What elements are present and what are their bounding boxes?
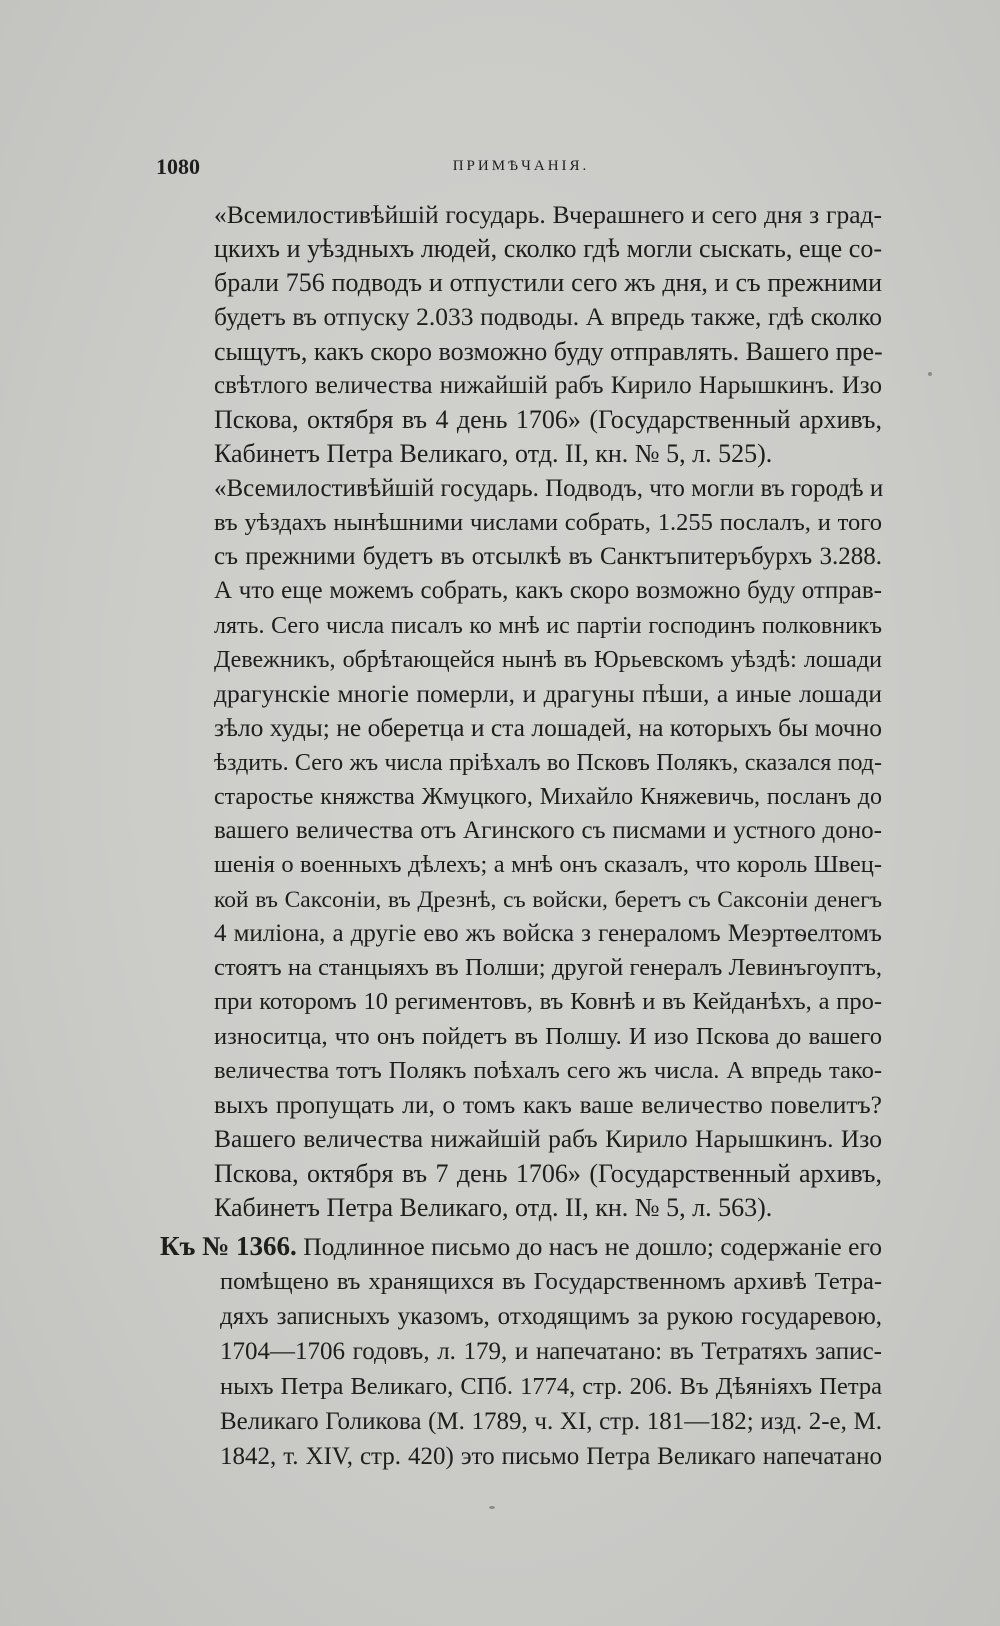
page-number: 1080: [156, 154, 200, 179]
text-line: Вашего величества нижайшiй рабъ Кирило Нарышкинъ. Изо: [214, 1124, 882, 1153]
text-line: съ прежними будетъ въ отсылкѣ въ Санктъпитеръбурхъ 3.288.: [214, 543, 882, 570]
text-line: ѣздить. Сего жъ числа прiѣхалъ во Псковъ Полякъ, сказался под-: [214, 750, 882, 776]
paper-speck: [489, 1506, 495, 1509]
text-line: 1704—1706 годовъ, л. 179, и напечатано: въ Тетратяхъ запис-: [220, 1338, 882, 1365]
text-line: цкихъ и уѣздныхъ людей, сколко гдѣ могли сыскать, еще со-: [214, 234, 882, 263]
text-line: Девежникъ, обрѣтающейся нынѣ въ Юрьевскомъ уѣздѣ: лошади: [214, 647, 882, 673]
text-line: «Всемилостивѣйшiй государь. Подводъ, что могли въ городѣ и: [214, 475, 884, 502]
running-title: ПРИМѢЧАНІЯ.: [452, 158, 590, 174]
text-line: выхъ пропущать ли, о томъ какъ ваше величество повелитъ?: [214, 1090, 882, 1119]
text-line: вашего величества отъ Агинского съ писмами и устного доно-: [214, 817, 882, 844]
text-line: сыщутъ, какъ скоро возможно буду отправлять. Вашего пре-: [214, 337, 883, 366]
text-line: Пскова, октября въ 7 день 1706» (Государственный архивъ,: [214, 1159, 882, 1188]
text-line: брали 756 подводъ и отпустили сего жъ дня, и съ прежними: [214, 268, 882, 297]
text-line: драгунскiе многiе померли, и драгуны пѣши, а иные лошади: [214, 679, 882, 708]
text-line: будетъ въ отпуску 2.033 подводы. А впредь также, гдѣ сколко: [214, 302, 882, 331]
note-lead: Къ № 1366.: [160, 1231, 297, 1261]
text-line: Пскова, октября въ 4 день 1706» (Государственный архивъ,: [214, 405, 882, 434]
text-line: ныхъ Петра Великаго, СПб. 1774, стр. 206. Въ Дѣянiяхъ Петра: [220, 1373, 882, 1400]
text-line: въ уѣздахъ нынѣшними числами собрать, 1.255 послалъ, и того: [214, 509, 882, 536]
text-line: при которомъ 10 региментовъ, въ Ковнѣ и въ Кейданѣхъ, а про-: [214, 988, 882, 1015]
text-line: старостье княжства Жмуцкого, Михайло Княжевичь, посланъ до: [214, 784, 882, 810]
text-line: помѣщено въ хранящихся въ Государственномъ архивѣ Тетра-: [220, 1268, 882, 1295]
text-line: 4 милiона, а другiе ево жъ войска з генераломъ Меэртѳелтомъ: [214, 920, 882, 947]
text-line: износитца, что онъ пойдетъ въ Полшу. И изо Пскова до вашего: [214, 1023, 882, 1050]
page-header: [156, 154, 886, 184]
text-line: [160, 1230, 882, 1262]
text-line: «Всемилостивѣйшiй государь. Вчерашнего и сего дня з град-: [214, 200, 882, 229]
text-line: дяхъ записныхъ указомъ, отходящимъ за рукою государевою,: [220, 1303, 882, 1330]
paper-speck: [928, 372, 932, 376]
text-line: стоятъ на станцыяхъ въ Полши; другой генералъ Левинъгоуптъ,: [214, 954, 882, 981]
text-line: зѣло худы; не оберетца и ста лошадей, на которыхъ бы мочно: [214, 713, 883, 742]
text-line: свѣтлого величества нижайшiй рабъ Кирило Нарышкинъ. Изо: [214, 372, 882, 399]
text-line: Кабинетъ Петра Великаго, отд. II, кн. № 5, л. 563).: [214, 1193, 773, 1222]
text-line: 1842, т. XIV, стр. 420) это письмо Петра Великаго напечатано: [220, 1443, 882, 1470]
text-line: Кабинетъ Петра Великаго, отд. II, кн. № 5, л. 525).: [214, 439, 773, 468]
note-first-line: Подлинное письмо до насъ не дошло; содержанiе его: [303, 1232, 883, 1261]
text-line: Великаго Голикова (М. 1789, ч. XI, стр. 181—182; изд. 2-е, М.: [220, 1408, 882, 1435]
text-line: А что еще можемъ собрать, какъ скоро возможно буду отправ-: [214, 577, 882, 604]
text-line: величества тотъ Полякъ поѣхалъ сего жъ числа. А впредь тако-: [214, 1057, 882, 1084]
text-line: шенiя о военныхъ дѣлехъ; а мнѣ онъ сказалъ, что король Швец-: [214, 851, 882, 878]
text-line: лять. Сего числа писалъ ко мнѣ ис партiи господинъ полковникъ: [214, 613, 882, 639]
text-line: кой въ Саксонiи, въ Дрезнѣ, съ войски, беретъ съ Саксонiи денегъ: [214, 887, 882, 913]
